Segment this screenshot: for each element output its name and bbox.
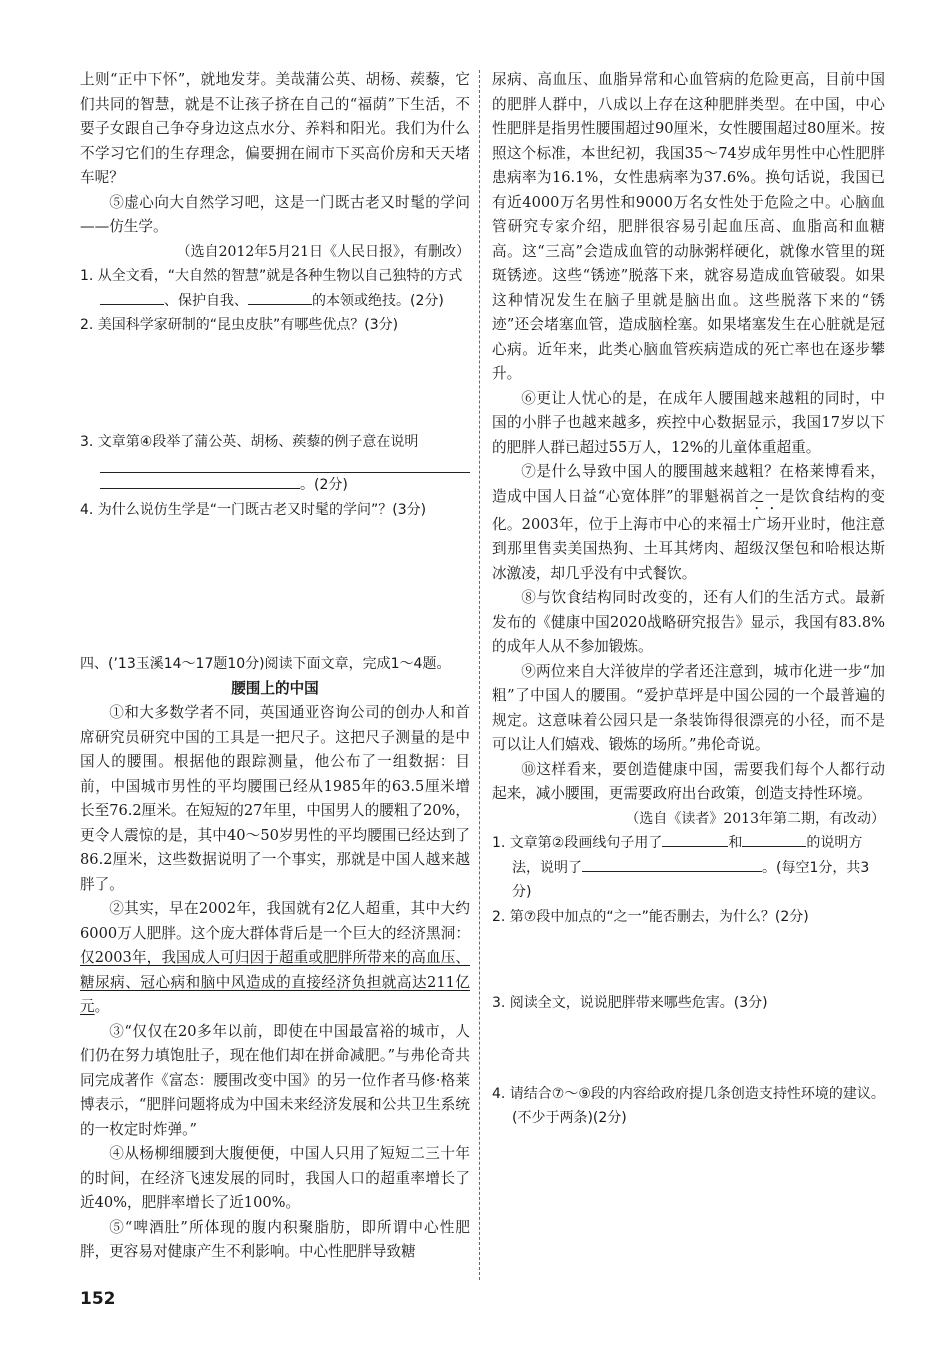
question-3-end: 。(2分) [80,473,470,498]
article-paragraph-5: ⑤“啤酒肚”所体现的腹内积聚脂肪，即所谓中心性肥胖，更容易对健康产生不利影响。中心性肥胖导致糖 [80,1218,470,1260]
dotted-word: 之一 [749,487,780,505]
right-column [492,68,885,1131]
answer-blank[interactable] [582,856,762,872]
answer-space[interactable] [80,522,470,652]
question-1: 1. 文章第②段画线句子用了 和 的说明方法，说明了 。(每空1分，共3分) [492,831,885,905]
answer-blank[interactable] [100,473,300,489]
question-4: 4. 为什么说仿生学是“一门既古老又时髦的学问”？(3分) [80,501,427,518]
left-column [80,68,470,1265]
section-4-heading: 四、(’13玉溪14～17题10分)阅读下面文章，完成1～4题。 [80,656,451,672]
answer-blank[interactable] [742,831,806,847]
paragraph-5: ⑤虚心向大自然学习吧，这是一门既古老又时髦的学问——仿生学。 [80,193,470,235]
answer-space[interactable] [80,338,470,430]
question-2: 2. 美国科学家研制的“昆虫皮肤”有哪些优点？(3分) [80,317,399,333]
answer-blank[interactable] [248,289,312,305]
article-paragraph-6: ⑥更让人忧心的是，在成年人腰围越来越粗的同时，中国的小胖子也越来越多，疾控中心数据显示，我国17岁以下的肥胖人群已超过55万人，12%的儿童体重超重。 [492,389,885,456]
question-1: 1. 从全文看，“大自然的智慧”就是各种生物以自己独特的方式、保护自我、 的本领或绝技。(2分) [80,268,463,309]
paragraph-4-end: 上则“正中下怀”，就地发芽。美哉蒲公英、胡杨、蒺藜，它们共同的智慧，就是不让孩子挤在自己的“福荫”下生活，不要子女跟自己争夺身边这点水分、养料和阳光。我们为什么不学习它们的生存理念，偏要拥在闹市下买高价房和天天堵车呢？ [80,71,470,186]
question-3: 3. 阅读全文，说说肥胖带来哪些危害。(3分) [492,995,768,1011]
article-paragraph-8: ⑧与饮食结构同时改变的，还有人们的生活方式。最新发布的《健康中国2020战略研究报告》显示，我国有83.8%的成年人从不参加锻炼。 [492,589,885,655]
source-note: （选自《读者》2013年第二期，有改动） [625,810,885,827]
column-divider [479,70,480,1280]
question-4: 4. 请结合⑦～⑨段的内容给政府提几条创造支持性环境的建议。(不少于两条)(2分) [492,1085,885,1126]
article-paragraph-4: ④从杨柳细腰到大腹便便，中国人只用了短短二三十年的时间，在经济飞速发展的同时，我国人口的超重率增长了近40%，肥胖率增长了近100%。 [80,1145,470,1211]
answer-space[interactable] [492,929,885,991]
answer-line[interactable] [100,454,470,473]
article-paragraph-1: ①和大多数学者不同，英国通亚咨询公司的创办人和首席研究员研究中国的工具是一把尺子。这把尺子测量的是中国人的腰围。根据他的跟踪测量，他公布了一组数据：目前，中国城市男性的平均腰围已经从1985年的63.5厘米增长至76.2厘米。在短短的27年里，中国男人的腰粗了20%，更令人震惊的是，其中40～50岁男性的平均腰围已经达到了86.2厘米，这些数据说明了一个事实，那就是中国人越来越胖了。 [80,704,470,893]
underlined-sentence: 仅2003年，我国成人可归因于超重或肥胖所带来的高血压、糖尿病、冠心病和脑中风造成的直接经济负担就高达211亿元 [80,949,470,1015]
article-paragraph-9: ⑨两位来自大洋彼岸的学者还注意到，城市化进一步“加粗”了中国人的腰围。“爱护草坪是中国公园的一个最普遍的规定。这意味着公园只是一条装饰得很漂亮的小径，而不是可以让人们嬉戏、锻炼的场所。”弗伦奇说。 [492,662,885,753]
article-paragraph-10: ⑩这样看来，要创造健康中国，需要我们每个人都行动起来，减小腰围，更需要政府出台政策，创造支持性环境。 [492,760,885,802]
article-paragraph-2: ②其实，早在2002年，我国就有2亿人超重，其中大约6000万人肥胖。这个庞大群体背后是一个巨大的经济黑洞：仅2003年，我国成人可归因于超重或肥胖所带来的高血压、糖尿病、冠心病和脑中风造成的直接经济负担就高达211亿元。 [80,900,470,1015]
answer-space[interactable] [492,1016,885,1082]
question-3: 3. 文章第④段举了蒲公英、胡杨、蒺藜的例子意在说明 [80,433,419,450]
question-2: 2. 第⑦段中加点的“之一”能否删去，为什么？(2分) [492,908,809,925]
article-paragraph-5-cont: 尿病、高血压、血脂异常和心血管病的危险更高，目前中国的肥胖人群中，八成以上存在这种肥胖类型。在中国，中心性肥胖是指男性腰围超过90厘米，女性腰围超过80厘米。按照这个标准，本世纪初，我国35～74岁成年男性中心性肥胖患病率为16.1%，女性患病率为37.6%。换句话说，我国已有近4000万名男性和9000万名女性处于危险之中。心脑血管研究专家介绍，肥胖很容易引起血压高、血脂高和血糖高。这“三高”会造成血管的动脉粥样硬化，就像水管里的斑斑锈迹。这些“锈迹”脱落下来，就容易造成血管破裂。如果这种情况发生在脑子里就是脑出血。这些脱落下来的“锈迹”还会堵塞血管，造成脑栓塞。如果堵塞发生在心脏就是冠心病。近年来，此类心脑血管疾病造成的死亡率也在逐步攀升。 [492,71,885,382]
page-number: 152 [80,1289,116,1309]
article-paragraph-3: ③“仅仅在20多年以前，即使在中国最富裕的城市，人们仍在努力填饱肚子，现在他们却在拼命减肥。”与弗伦奇共同完成著作《富态：腰围改变中国》的另一位作者马修·格莱博表示，“肥胖问题将成为中国未来经济发展和公共卫生系统的一枚定时炸弹。” [80,1022,470,1138]
answer-blank[interactable] [100,289,164,305]
article-title: 腰围上的中国 [231,679,319,697]
answer-blank[interactable] [662,831,728,847]
article-paragraph-7: ⑦是什么导致中国人的腰围越来越粗？在格莱博看来，造成中国人日益“心宽体胖”的罪魁祸首之一是饮食结构的变化。2003年，位于上海市中心的来福士广场开业时，他注意到那里售卖美国热狗、土耳其烤肉、超级汉堡包和哈根达斯冰激凌，却几乎没有中式餐饮。 [492,463,885,582]
source-note: （选自2012年5月21日《人民日报》，有删改） [176,243,470,260]
